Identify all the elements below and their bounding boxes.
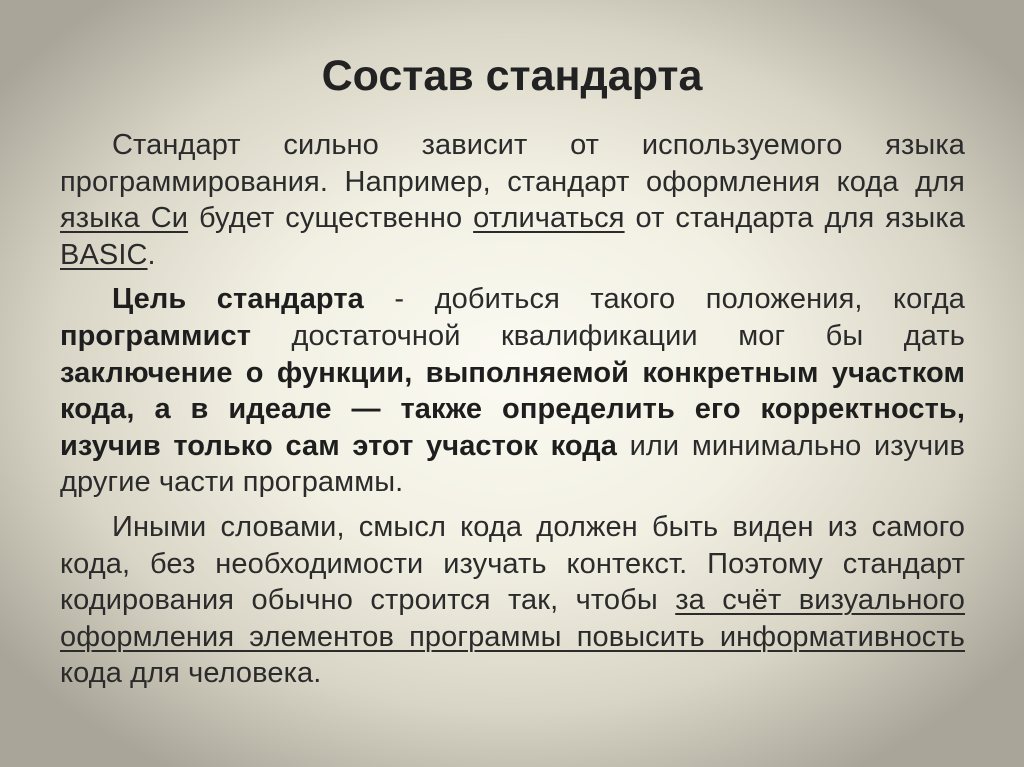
underlined-text-run: за счёт визуального оформления элементов программы повысить информативность [60, 584, 965, 653]
underlined-text-run: отличаться [473, 202, 625, 235]
text-run: . [147, 238, 156, 271]
paragraph [60, 509, 965, 692]
text-run: Иными словами, смысл кода должен быть виден из самого кода, без необходимости изучать контекст. Поэтому стандарт кодирования обычно строится так, чтобы [60, 510, 965, 617]
bold-text-run: Цель стандарта [112, 283, 364, 316]
text-run: или минимально изучив другие части программы. [60, 429, 965, 499]
paragraph [60, 127, 965, 273]
text-run: будет существенно [188, 202, 474, 235]
text-run: Стандарт сильно зависит от используемого языка программирования. Например, стандарт оформления кода для [60, 129, 965, 198]
text-run: кода для человека. [60, 657, 322, 690]
text-run: - добиться такого положения, когда [363, 283, 965, 316]
bold-text-run: программист [60, 319, 252, 352]
text-run: от стандарта для языка [624, 202, 966, 235]
underlined-text-run: языка Си [60, 202, 189, 235]
bold-text-run: заключение о функции, выполняемой конкретным участком кода, а в идеале — также определить его корректность, изучив только сам этот участок кода [60, 356, 965, 462]
slide-body [60, 127, 965, 700]
text-run: достаточной квалификации мог бы дать [251, 319, 965, 352]
paragraph [60, 281, 965, 501]
underlined-text-run: BASIC [60, 238, 148, 271]
slide-title: Состав стандарта [321, 52, 703, 100]
